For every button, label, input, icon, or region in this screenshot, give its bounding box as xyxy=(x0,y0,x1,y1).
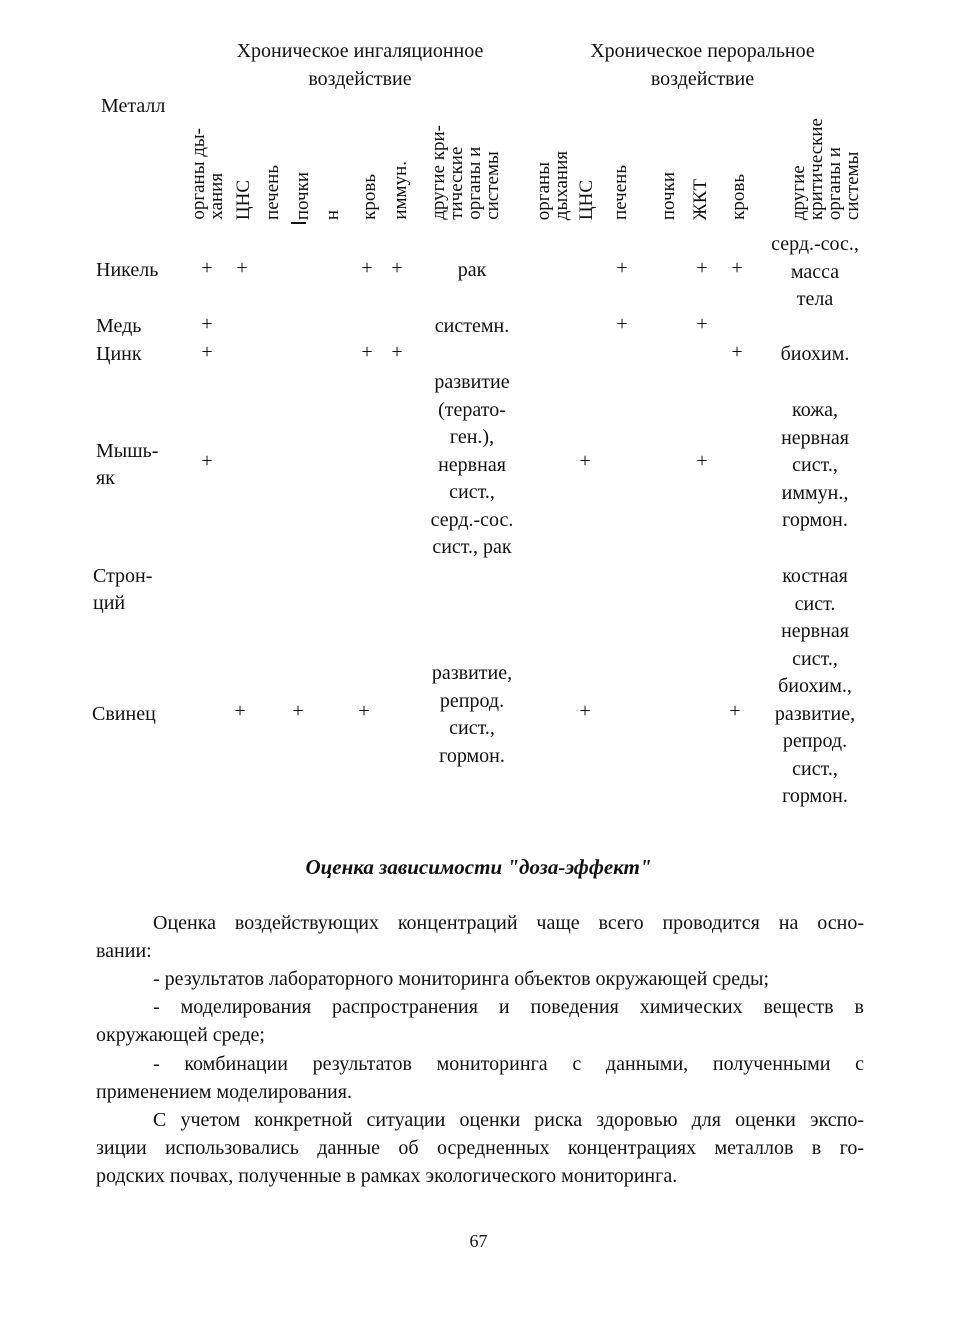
column-marker-line xyxy=(291,222,306,224)
mark: + xyxy=(731,341,743,363)
mark: + xyxy=(616,313,628,335)
text-line: зиции использовались данные об осредненных концентрациях металлов в го- xyxy=(96,1137,864,1159)
group-header-line: Хроническое пероральное xyxy=(590,40,815,62)
text-line: окружающей среде; xyxy=(96,1024,265,1046)
mark: + xyxy=(616,257,628,279)
col-header-blood-inhal: кровь xyxy=(359,174,380,220)
mark: + xyxy=(579,450,591,472)
col-header-respiratory-oral: органы дыхания xyxy=(533,150,572,220)
col-header-other-oral: другие критические органы и системы xyxy=(788,117,863,220)
mark: + xyxy=(201,341,213,363)
col-header-liver-oral: печень xyxy=(610,165,631,220)
mark: + xyxy=(236,257,248,279)
col-header-liver-inhal: печень xyxy=(262,165,283,220)
paragraph xyxy=(96,909,864,965)
text-line: С учетом конкретной ситуации оценки риска здоровью для оценки экспо- xyxy=(153,1109,864,1131)
row-label-lead: Свинец xyxy=(92,703,156,725)
col-header-other-inhal: другие кри- тические органы и системы xyxy=(428,125,503,220)
cell-other-oral: кожа, нервная сист., иммун., гормон. xyxy=(781,399,849,531)
text-line: - моделирования распространения и поведения химических веществ в xyxy=(153,996,864,1018)
text-line: - комбинации результатов мониторинга с данными, полученными с xyxy=(153,1053,864,1075)
group-header-inhalation xyxy=(195,37,525,93)
col-header-cns-oral: ЦНС xyxy=(576,179,597,220)
col-header-respiratory-inhal: органы ды- хания xyxy=(188,128,227,220)
mark: + xyxy=(201,450,213,472)
page-number: 67 xyxy=(469,1231,488,1251)
cell-other-inhal: рак xyxy=(457,259,487,281)
mark: + xyxy=(696,313,708,335)
mark: + xyxy=(361,341,373,363)
row-label-copper: Медь xyxy=(96,315,142,337)
col-header-gi-oral: ЖКТ xyxy=(690,178,711,220)
group-header-oral xyxy=(555,37,850,93)
paragraph xyxy=(96,1106,864,1190)
mark: + xyxy=(391,257,403,279)
text-line: применением моделирования. xyxy=(96,1081,352,1103)
cell-other-oral: костная сист. xyxy=(782,565,848,615)
text-line: вании: xyxy=(96,940,152,962)
row-label-arsenic: Мышь- як xyxy=(96,440,159,489)
group-header-line: воздействие xyxy=(650,68,755,90)
cell-other-oral: биохим. xyxy=(780,343,850,365)
row-label-zinc: Цинк xyxy=(96,343,142,365)
list-item xyxy=(96,965,864,993)
mark: + xyxy=(391,341,403,363)
text-line: Оценка воздействующих концентраций чаще всего проводится на осно- xyxy=(153,912,864,934)
mark: + xyxy=(696,257,708,279)
mark: + xyxy=(579,700,591,722)
list-item xyxy=(96,1050,864,1106)
cell-other-oral: нервная сист., биохим., развитие, репрод. сист., гормон. xyxy=(774,620,856,807)
cell-other-inhal: развитие (терато- ген.), нервная сист., серд.-сос. сист., рак xyxy=(430,371,514,558)
mark: + xyxy=(696,450,708,472)
col-header-cns-inhal: ЦНС xyxy=(233,179,254,220)
text-line: родских почвах, полученные в рамках экологического мониторинга. xyxy=(96,1165,678,1187)
row-label-nickel: Никель xyxy=(96,259,159,281)
col-header-kidney-inhal: почки xyxy=(292,171,313,220)
section-heading: Оценка зависимости "доза-эффект" xyxy=(305,855,652,879)
mark: + xyxy=(201,313,213,335)
row-label-strontium: Строн- ций xyxy=(93,565,153,614)
list-item xyxy=(96,993,864,1049)
cell-other-oral: серд.-сос., масса тела xyxy=(771,233,859,310)
mark: + xyxy=(292,700,304,722)
col-header-kidney-oral: почки xyxy=(658,171,679,220)
col-header-blood-oral: кровь xyxy=(728,174,749,220)
col-header-n: н xyxy=(322,209,343,220)
text-line: - результатов лабораторного мониторинга объектов окружающей среды; xyxy=(153,968,770,990)
mark: + xyxy=(361,257,373,279)
col-header-immune-inhal: иммун. xyxy=(390,161,411,220)
group-header-line: Хроническое ингаляционное xyxy=(236,40,484,62)
cell-other-inhal: системн. xyxy=(434,315,510,337)
group-header-line: воздействие xyxy=(308,68,412,90)
metal-column-header: Металл xyxy=(101,95,166,117)
cell-other-inhal: развитие, репрод. сист., гормон. xyxy=(431,662,513,767)
mark: + xyxy=(358,700,370,722)
mark: + xyxy=(731,257,743,279)
mark: + xyxy=(729,700,741,722)
mark: + xyxy=(201,257,213,279)
mark: + xyxy=(234,700,246,722)
